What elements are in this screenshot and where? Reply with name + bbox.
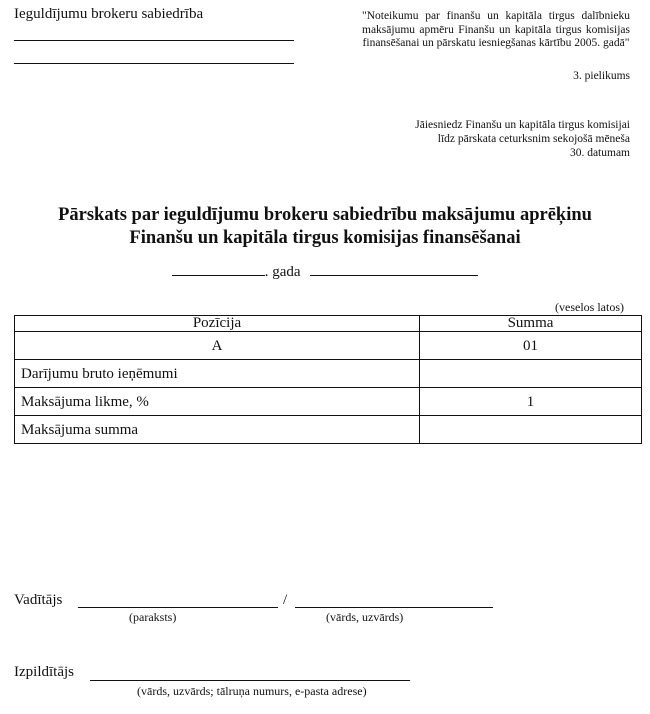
- row-value: 1: [420, 388, 642, 416]
- regulation-reference: "Noteikumu par finanšu un kapitāla tirgus dalībnieku maksājumu apmēru Finanšu un kapitāla tirgus komisijas finansēšanai un pārskatu iesniegšanas kārtību 2005. gadā": [362, 10, 630, 49]
- head-name-line[interactable]: [295, 607, 493, 608]
- report-title-line-1: Pārskats par ieguldījumu brokeru sabiedrību maksājumu aprēķinu: [58, 205, 592, 225]
- signature-separator: /: [283, 592, 288, 608]
- table-code-row: [15, 332, 642, 360]
- name-caption: (vārds, uzvārds): [326, 610, 404, 624]
- submission-note-line: Jāiesniedz Finanšu un kapitāla tirgus komisijai: [415, 119, 630, 131]
- code-position: A: [15, 332, 420, 360]
- appendix-number: 3. pielikums: [573, 70, 630, 82]
- executor-label: Izpildītājs: [14, 664, 74, 680]
- table-row: [15, 416, 642, 444]
- year-blank[interactable]: [172, 260, 265, 276]
- submission-note: [330, 118, 630, 160]
- row-label: Maksājuma likme, %: [15, 388, 420, 416]
- report-title-line-2: Finanšu un kapitāla tirgus komisijas finansēšanai: [129, 228, 521, 248]
- year-label: . gada: [264, 264, 301, 280]
- year-row: [0, 260, 650, 281]
- header-position: Pozīcija: [15, 316, 420, 332]
- table-header-row: [15, 316, 642, 332]
- company-label: Ieguldījumu brokeru sabiedrība: [14, 6, 204, 22]
- executor-caption: (vārds, uzvārds; tālruņa numurs, e-pasta adrese): [137, 684, 367, 698]
- header-amount: Summa: [420, 316, 642, 332]
- quarter-blank[interactable]: [310, 260, 478, 276]
- unit-note: (veselos latos): [555, 300, 624, 314]
- row-value-input[interactable]: [420, 360, 642, 388]
- report-table: [14, 315, 642, 444]
- row-value-input[interactable]: [420, 416, 642, 444]
- code-amount: 01: [420, 332, 642, 360]
- table-row: [15, 388, 642, 416]
- executor-line[interactable]: [90, 680, 410, 681]
- report-title: [0, 204, 650, 250]
- table-row: [15, 360, 642, 388]
- row-label: Maksājuma summa: [15, 416, 420, 444]
- row-label: Darījumu bruto ieņēmumi: [15, 360, 420, 388]
- submission-note-line: līdz pārskata ceturksnim sekojošā mēneša: [437, 133, 630, 145]
- signature-caption: (paraksts): [129, 610, 177, 624]
- head-signature-line[interactable]: [78, 607, 278, 608]
- submission-note-line: 30. datumam: [569, 147, 630, 159]
- head-label: Vadītājs: [14, 592, 63, 608]
- company-name-line-2[interactable]: [14, 63, 294, 64]
- company-name-line-1[interactable]: [14, 40, 294, 41]
